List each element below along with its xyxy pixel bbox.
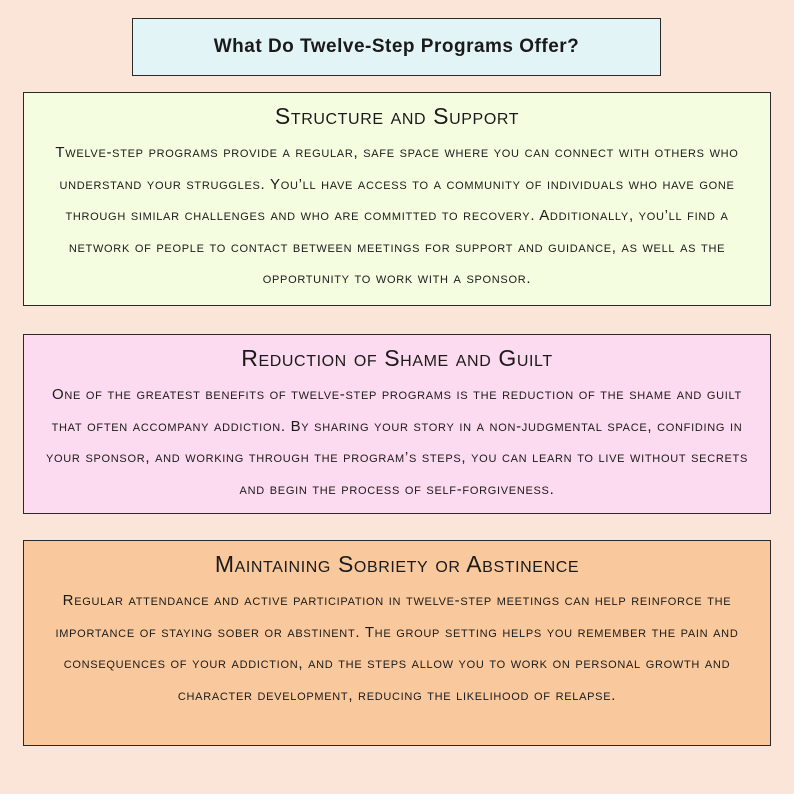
section-heading: Structure and Support [274, 103, 520, 129]
section-maintaining-sobriety [23, 540, 771, 746]
section-heading: Maintaining Sobriety or Abstinence [214, 551, 580, 577]
section-body: Twelve-step programs provide a regular, safe space where you can connect with others who understand your struggles. You’ll have access to a community of individuals who have gone through similar challenges and who are committed to recovery. Additionally, you’ll find a network of people to contact between meetings for support and guidance, as well as the opportunity to work with a sponsor. [55, 144, 739, 287]
section-body: One of the greatest benefits of twelve-step programs is the reduction of the shame and guilt that often accompany addiction. By sharing your story in a non-judgmental space, confiding in your sponsor, and working through the program’s steps, you can learn to live without secrets and begin the process of self-forgiveness. [46, 386, 748, 498]
section-structure-and-support [23, 92, 771, 306]
section-reduction-of-shame-and-guilt [23, 334, 771, 514]
title-banner [132, 18, 661, 76]
page-title: What Do Twelve-Step Programs Offer? [213, 36, 580, 57]
section-heading: Reduction of Shame and Guilt [241, 345, 553, 371]
section-body: Regular attendance and active participation in twelve-step meetings can help reinforce the importance of staying sober or abstinent. The group setting helps you remember the pain and consequences of your addiction, and the steps allow you to work on personal growth and character development, reducing the likelihood of relapse. [55, 592, 739, 704]
